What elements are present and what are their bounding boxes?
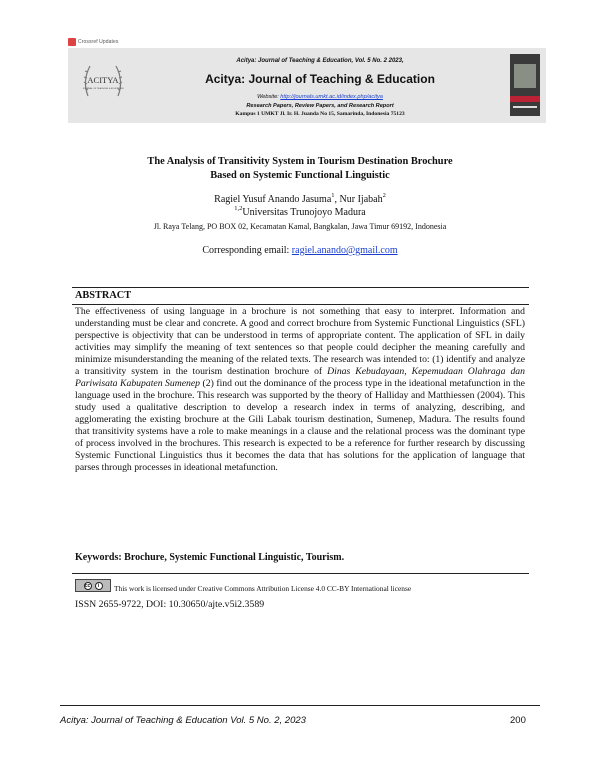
author-1: Ragiel Yusuf Anando Jasuma (214, 194, 332, 205)
journal-website (140, 94, 500, 100)
website-link[interactable]: http://journals.umkt.ac.id/index.php/acitya (280, 94, 383, 100)
abstract-heading: ABSTRACT (75, 290, 132, 301)
author-address: Jl. Raya Telang, PO BOX 02, Kecamatan Kamal, Bangkalan, Jawa Timur 69192, Indonesia (153, 222, 447, 231)
author-1-sup: 1 (331, 192, 335, 199)
affiliation-name: Universitas Trunojoyo Madura (242, 207, 366, 218)
abstract-rule-top (72, 287, 529, 288)
email-label: Corresponding email: (202, 245, 292, 256)
affiliation (60, 207, 540, 218)
affiliation-sup: 1,2 (234, 205, 243, 212)
email-link[interactable]: ragiel.anando@gmail.com (291, 245, 398, 256)
keywords: Keywords: Brochure, Systemic Functional Linguistic, Tourism. (75, 552, 345, 563)
authors (60, 194, 540, 205)
author-2-sup: 2 (382, 192, 386, 199)
logo-text: ACITYA (87, 75, 119, 85)
journal-subtitle: Research Papers, Review Papers, and Research Report (246, 103, 394, 109)
footer-rule (60, 705, 540, 706)
footer-journal: Acitya: Journal of Teaching & Education Vol. 5 No. 2, 2023 (60, 715, 306, 726)
logo-subtext: JOURNAL OF TEACHING & EDUCATION (82, 88, 124, 90)
journal-address: Kampus 1 UMKT Jl. Ir. H. Juanda No 15, Samarinda, Indonesia 75123 (235, 111, 405, 117)
journal-cover-thumbnail (510, 54, 540, 116)
crossref-logo[interactable] (68, 37, 132, 47)
cc-by-badge[interactable] (75, 579, 111, 592)
crossref-label: Crossref Updates (78, 39, 119, 45)
abstract-body (75, 306, 525, 474)
abstract-text-2: (2) find out the dominance of the process type in the ideational metafunction in the language used in the brochure. This research was supported by the theory of Halliday and Matthiessen (2004). This study used a qualitative description to develop a research index in terms of analyzing, describing, and agglomerating the existing brochure at the Gili Labak tourism destination, Sumenep, Madura. The results found that transitivity systems have a role to make meanings in a clause and the relational process was the dominant type of process involved in the brochures. This research is expected to be a reference for further research by discussing Systemic Functional Linguistics thus it becomes the data that has solutions for the application of language that parses through processes in ideational metafunction. (75, 378, 525, 473)
license-text: This work is licensed under Creative Commons Attribution License 4.0 CC-BY International license (114, 584, 412, 593)
journal-title: Acitya: Journal of Teaching & Education (205, 72, 435, 86)
cc-icon: cc (84, 582, 91, 589)
abstract-italic-text: Dinas Kebudayaan, Kepemudaan Olahraga dan Pariwisata Kabupaten Sumenep (75, 366, 525, 389)
author-2: Nur Ijabah (339, 194, 383, 205)
abstract-rule-mid (72, 304, 529, 305)
abstract-text-1: The effectiveness of using language in a brochure is not something that easy to interpret. Information and understanding must be clear and concrete. A good and correct brochure from Systemic Functional Linguistics (SFL) perspective is objectivity that can be understood in terms of appropriate content. The application of SFL in daily activities may simplify the meaning of text sentences so that people could decipher the meaning carefully and minimize misunderstanding the meaning of the related texts. The research was intended to: (1) identify and analyze a transitivity system in the tourism destination brochure of (75, 306, 525, 377)
paper-title-line1: The Analysis of Transitivity System in Tourism Destination Brochure (147, 156, 453, 167)
website-label: Website: (257, 94, 281, 100)
paper-title-line2: Based on Systemic Functional Linguistic (210, 170, 390, 181)
corresponding-email (60, 245, 540, 256)
abstract-rule-bottom (72, 573, 529, 574)
acitya-logo (78, 56, 128, 106)
journal-volume-line: Acitya: Journal of Teaching & Education, Vol. 5 No. 2 2023, (236, 58, 404, 64)
issn-doi: ISSN 2655-9722, DOI: 10.30650/ajte.v5i2.3589 (75, 599, 265, 610)
by-icon: i (95, 582, 103, 590)
author-separator: , (334, 194, 340, 205)
crossref-icon (68, 38, 76, 46)
page-number: 200 (510, 715, 526, 726)
